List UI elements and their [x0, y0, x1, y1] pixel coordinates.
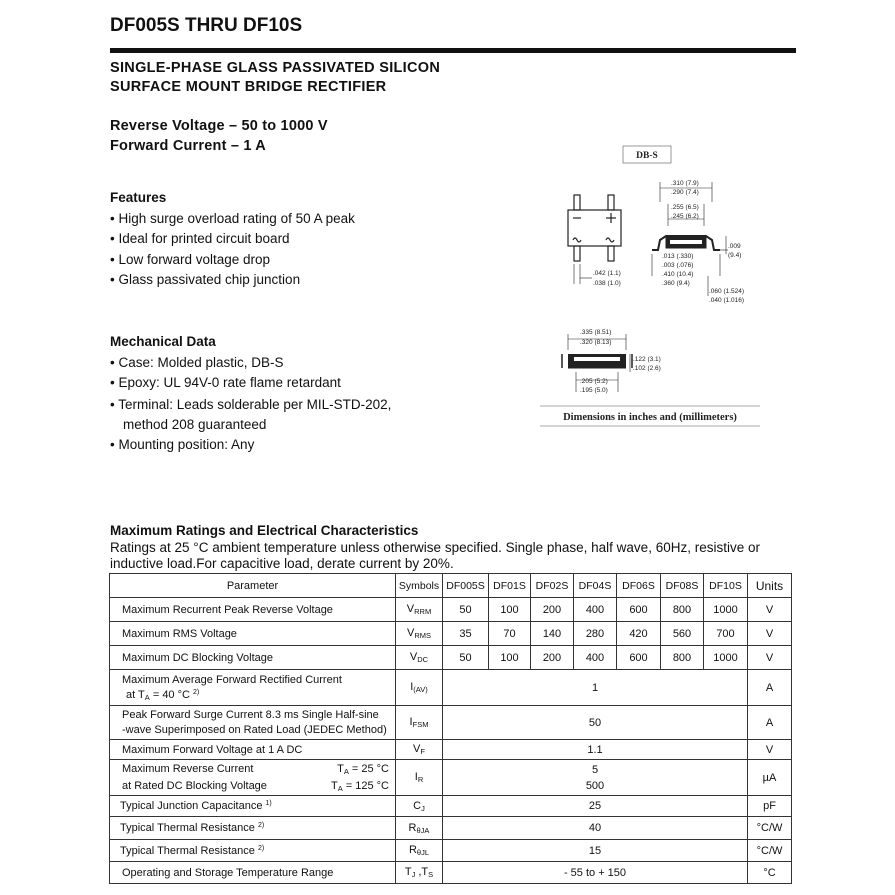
unit-cell: V [748, 622, 792, 646]
unit-cell: A [748, 670, 792, 706]
value-cell: 600 [617, 598, 661, 622]
feature-item: • Ideal for printed circuit board [110, 231, 290, 246]
mechanical-item: • Epoxy: UL 94V-0 rate flame retardant [110, 375, 341, 390]
feature-item: • Low forward voltage drop [110, 252, 271, 267]
dim-060: .060 (1.524) [709, 288, 745, 295]
value-cell: 5 500 [443, 760, 748, 796]
dim-255: .255 (6.5) [671, 204, 699, 211]
dim-038: .038 (1.0) [593, 280, 621, 287]
param-rjl: Typical Thermal Resistance $^{2)}$ [110, 840, 396, 862]
header-part: DF02S [531, 574, 574, 598]
dim-310: .310 (7.9) [671, 180, 699, 187]
symbol-iav: $I_{(AV)}$ [396, 670, 443, 706]
dim-009: .009 [728, 243, 741, 250]
value-cell: 25 [443, 796, 748, 817]
mechanical-item: • Terminal: Leads solderable per MIL-STD-202, [110, 397, 392, 412]
ratings-note-line-1: Ratings at 25 °C ambient temperature unless otherwise specified. Single phase, half wave, 60Hz, resistive or [110, 540, 760, 555]
dim-290: .290 (7.4) [671, 189, 699, 196]
symbol-cj: $C_J$ [396, 796, 443, 817]
header-part: DF10S [704, 574, 748, 598]
table-row [110, 740, 792, 760]
table-row [110, 598, 792, 622]
unit-cell: °C/W [748, 840, 792, 862]
value-cell: 280 [574, 622, 617, 646]
symbol-ifsm: $I_{FSM}$ [396, 706, 443, 740]
param-ifsm: Peak Forward Surge Current 8.3 ms Single Half-sine -wave Superimposed on Rated Load (JEDEC Method) [110, 706, 396, 740]
value-cell: 800 [661, 598, 704, 622]
value-cell: 700 [704, 622, 748, 646]
dim-003: .003 (.076) [662, 262, 694, 269]
package-label: DB-S [636, 151, 658, 161]
value-cell: 400 [574, 646, 617, 670]
value-cell: 15 [443, 840, 748, 862]
value-cell: 420 [617, 622, 661, 646]
mechanical-item: • Mounting position: Any [110, 437, 255, 452]
package-dimension-drawing [540, 136, 765, 433]
feature-item: • Glass passivated chip junction [110, 272, 301, 287]
value-cell: 200 [531, 646, 574, 670]
param-vrrm: Maximum Recurrent Peak Reverse Voltage [110, 598, 396, 622]
table-row [110, 670, 792, 706]
param-temp: Operating and Storage Temperature Range [110, 862, 396, 884]
forward-current-spec: Forward Current – 1 A [110, 138, 266, 154]
unit-cell: °C [748, 862, 792, 884]
dim-195: .195 (5.0) [580, 387, 608, 394]
param-vf: Maximum Forward Voltage at 1 A DC [110, 740, 396, 760]
value-cell: 70 [489, 622, 531, 646]
param-vrms: Maximum RMS Voltage [110, 622, 396, 646]
param-cj: Typical Junction Capacitance $^{1)}$ [110, 796, 396, 817]
unit-cell: A [748, 706, 792, 740]
dim-335: .335 (8.51) [580, 329, 612, 336]
mechanical-item: method 208 guaranteed [123, 417, 267, 432]
mechanical-item: • Case: Molded plastic, DB-S [110, 355, 284, 370]
mechanical-heading: Mechanical Data [110, 334, 216, 349]
dim-245: .245 (6.2) [671, 213, 699, 220]
unit-cell: V [748, 646, 792, 670]
table-row [110, 796, 792, 817]
header-part: DF005S [443, 574, 489, 598]
document-title: DF005S THRU DF10S [110, 15, 303, 36]
value-cell: 50 [443, 646, 489, 670]
header-symbols: Symbols [396, 574, 443, 598]
table-row [110, 622, 792, 646]
symbol-vdc: $V_{DC}$ [396, 646, 443, 670]
table-row [110, 646, 792, 670]
dim-042: .042 (1.1) [593, 270, 621, 277]
param-ir: Maximum Reverse Current $T_A = 25$ °C at Rated DC Blocking Voltage $T_A = 125$ °C [110, 760, 396, 796]
features-heading: Features [110, 190, 167, 205]
symbol-vrms: $V_{RMS}$ [396, 622, 443, 646]
value-cell: 40 [443, 817, 748, 840]
ratings-note-line-2: inductive load.For capacitive load, derate current by 20%. [110, 556, 454, 571]
symbol-rja: $R_{\theta JA}$ [396, 817, 443, 840]
symbol-rjl: $R_{\theta JL}$ [396, 840, 443, 862]
dim-040: .040 (1.016) [709, 297, 745, 304]
value-cell: 100 [489, 646, 531, 670]
dim-205: .205 (5.2) [580, 378, 608, 385]
value-cell: 600 [617, 646, 661, 670]
diagram-caption: Dimensions in inches and (millimeters) [563, 412, 737, 423]
unit-cell: pF [748, 796, 792, 817]
dim-94: (9.4) [728, 252, 742, 259]
dim-013: .013 (.330) [662, 253, 694, 260]
header-part: DF08S [661, 574, 704, 598]
value-cell: 560 [661, 622, 704, 646]
value-cell: - 55 to + 150 [443, 862, 748, 884]
value-cell: 1 [443, 670, 748, 706]
reverse-voltage-spec: Reverse Voltage – 50 to 1000 V [110, 118, 328, 134]
value-cell: 50 [443, 598, 489, 622]
header-units: Units [748, 574, 792, 598]
value-cell: 35 [443, 622, 489, 646]
table-row [110, 840, 792, 862]
unit-cell: µA [748, 760, 792, 796]
table-row [110, 862, 792, 884]
dim-360: .360 (9.4) [662, 280, 690, 287]
value-cell: 100 [489, 598, 531, 622]
dim-122: .122 (3.1) [633, 356, 661, 363]
dim-102: .102 (2.6) [633, 365, 661, 372]
table-header-row [110, 574, 792, 598]
value-cell: 1000 [704, 646, 748, 670]
unit-cell: V [748, 598, 792, 622]
param-vdc: Maximum DC Blocking Voltage [110, 646, 396, 670]
symbol-ir: $I_R$ [396, 760, 443, 796]
table-row [110, 760, 792, 796]
dim-410: .410 (10.4) [662, 271, 694, 278]
header-part: DF06S [617, 574, 661, 598]
param-iav: Maximum Average Forward Rectified Current at $T_A = 40$ °C $^{2)}$ [110, 670, 396, 706]
header-part: DF01S [489, 574, 531, 598]
side-view [652, 182, 728, 296]
value-cell: 140 [531, 622, 574, 646]
value-cell: 200 [531, 598, 574, 622]
symbol-vf: $V_F$ [396, 740, 443, 760]
value-cell: 50 [443, 706, 748, 740]
table-row [110, 817, 792, 840]
dim-320: .320 (8.13) [580, 339, 612, 346]
ratings-heading: Maximum Ratings and Electrical Characteristics [110, 523, 419, 538]
symbol-vrrm: $V_{RRM}$ [396, 598, 443, 622]
param-rja: Typical Thermal Resistance $^{2)}$ [110, 817, 396, 840]
value-cell: 400 [574, 598, 617, 622]
value-cell: 1.1 [443, 740, 748, 760]
unit-cell: V [748, 740, 792, 760]
header-parameter: Parameter [110, 574, 396, 598]
subtitle-line-1: SINGLE-PHASE GLASS PASSIVATED SILICON [110, 60, 441, 76]
table-row [110, 706, 792, 740]
title-rule [110, 48, 796, 53]
feature-item: • High surge overload rating of 50 A peak [110, 211, 355, 226]
subtitle-line-2: SURFACE MOUNT BRIDGE RECTIFIER [110, 79, 387, 95]
symbol-temp: $T_J$ $,T_S$ [396, 862, 443, 884]
ratings-table [109, 573, 792, 884]
header-part: DF04S [574, 574, 617, 598]
value-cell: 800 [661, 646, 704, 670]
value-cell: 1000 [704, 598, 748, 622]
unit-cell: °C/W [748, 817, 792, 840]
